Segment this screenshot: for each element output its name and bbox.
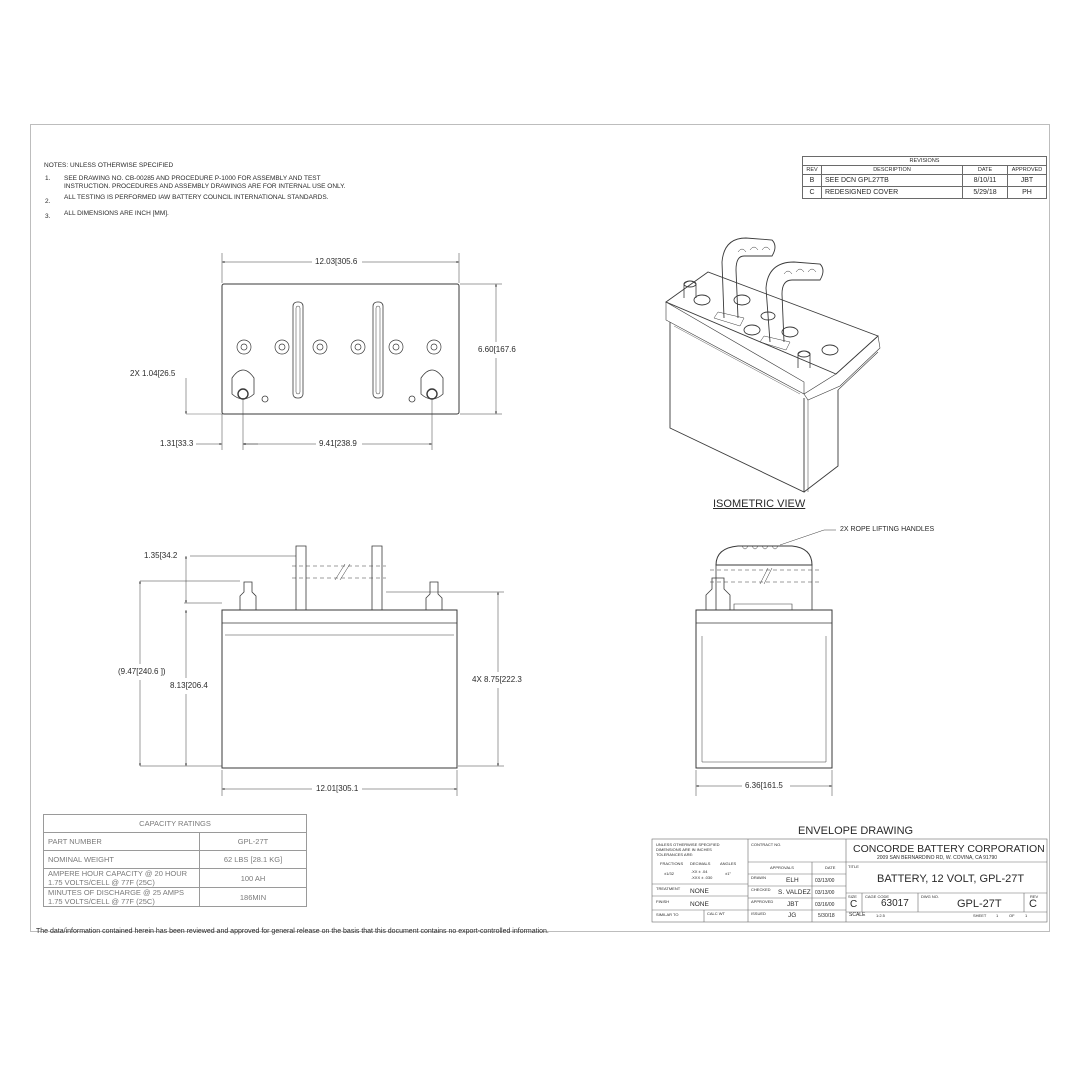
note-number: 1.: [45, 175, 51, 182]
side-view: [696, 530, 836, 796]
revisions-header: DESCRIPTION: [822, 166, 963, 175]
dim-terminal-height: 1.35[34.2: [144, 551, 178, 560]
revisions-title: REVISIONS: [803, 157, 1047, 166]
dim-top-width: 12.03[305.6: [315, 257, 358, 266]
capacity-row: MINUTES OF DISCHARGE @ 25 AMPS 1.75 VOLTS/CELL @ 77F (25C) 186MIN: [44, 888, 307, 907]
dim-terminal-offset: 1.31[33.3: [160, 439, 194, 448]
drawing-number: GPL-27T: [957, 898, 1002, 910]
note-number: 3.: [45, 213, 51, 220]
front-view: [140, 546, 504, 796]
handles-callout: 2X ROPE LIFTING HANDLES: [840, 526, 935, 533]
dim-front-width: 12.01[305.1: [316, 784, 359, 793]
notes-heading: NOTES: UNLESS OTHERWISE SPECIFIED: [44, 162, 174, 169]
isometric-view: [666, 238, 880, 492]
envelope-drawing-label: ENVELOPE DRAWING: [798, 825, 914, 837]
revisions-header: DATE: [963, 166, 1008, 175]
dim-top-depth: 6.60[167.6: [478, 345, 516, 354]
note-text: SEE DRAWING NO. CB-00285 AND PROCEDURE P-1000 FOR ASSEMBLY AND TEST: [64, 175, 321, 182]
revisions-header: REV: [803, 166, 822, 175]
revision-row: B SEE DCN GPL27TB 8/10/11 JBT: [803, 175, 1047, 187]
dim-case-height: 8.13[206.4: [170, 681, 208, 690]
company-name: CONCORDE BATTERY CORPORATION: [853, 843, 1045, 855]
note-text: INSTRUCTION. PROCEDURES AND ASSEMBLY DRAWINGS ARE FOR INTERNAL USE ONLY.: [64, 183, 346, 190]
note-text: ALL DIMENSIONS ARE INCH [MM].: [64, 210, 169, 217]
note-text: ALL TESTING IS PERFORMED IAW BATTERY COUNCIL INTERNATIONAL STANDARDS.: [64, 194, 329, 201]
capacity-row: PART NUMBER GPL-27T: [44, 833, 307, 851]
dim-terminal-spacing: 9.41[238.9: [319, 439, 357, 448]
drawing-title: BATTERY, 12 VOLT, GPL-27T: [877, 873, 1025, 885]
company-address: 2009 SAN BERNARDINO RD, W. COVINA, CA 91790: [877, 855, 998, 861]
capacity-title: CAPACITY RATINGS: [44, 815, 307, 833]
capacity-row: AMPERE HOUR CAPACITY @ 20 HOUR 1.75 VOLTS/CELL @ 77F (25C) 100 AH: [44, 869, 307, 888]
dim-side-width: 6.36[161.5: [745, 781, 783, 790]
revisions-header: APPROVED: [1008, 166, 1047, 175]
dim-overall-height: (9.47[240.6 ]): [118, 667, 166, 676]
note-number: 2.: [45, 198, 51, 205]
export-control-footer: The data/information contained herein has been reviewed and approved for general release on the basis that this document contains no export-controlled information.: [36, 928, 549, 935]
capacity-row: NOMINAL WEIGHT 62 LBS [28.1 KG]: [44, 851, 307, 869]
revision-row: C REDESIGNED COVER 5/29/18 PH: [803, 187, 1047, 199]
top-view: [186, 253, 502, 450]
capacity-ratings-table: [43, 814, 307, 907]
dim-handle-height: 4X 8.75[222.3: [472, 675, 522, 684]
dim-hole-offset: 2X 1.04[26.5: [130, 369, 176, 378]
isometric-view-label: ISOMETRIC VIEW: [713, 498, 806, 510]
